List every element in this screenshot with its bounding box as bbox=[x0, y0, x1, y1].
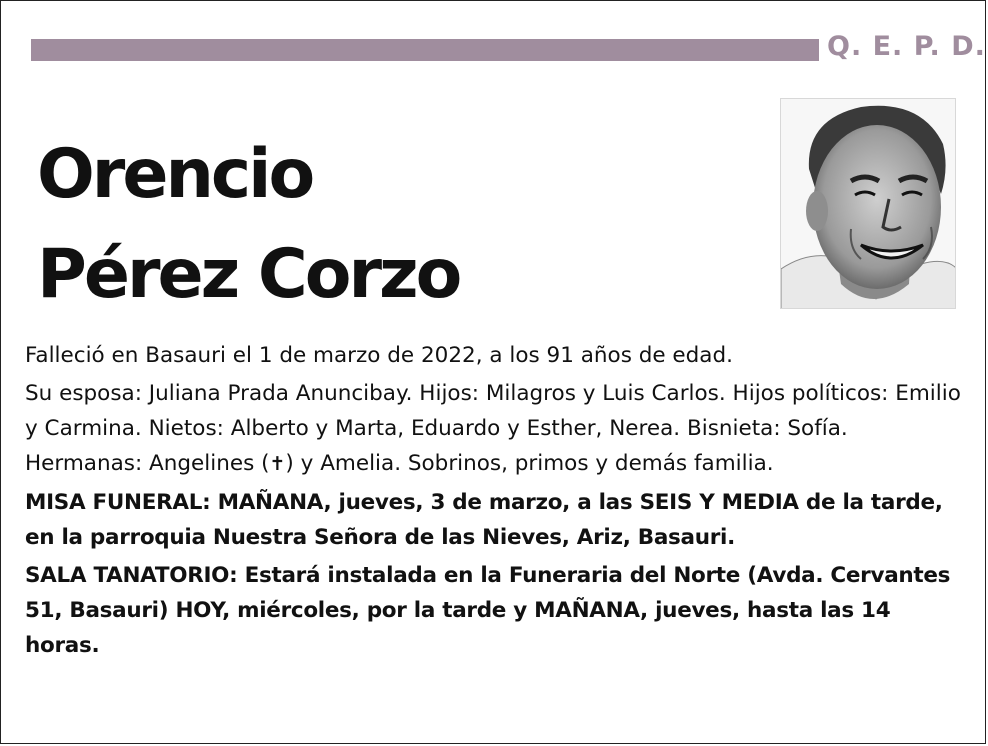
header-bar bbox=[31, 39, 819, 61]
wake-room-info: SALA TANATORIO: Estará instalada en la Funeraria del Norte (Avda. Cervantes 51, Basauri) HOY, miércoles, por la tarde y MAÑANA, jueves, hasta las 14 horas. bbox=[25, 563, 951, 658]
first-name: Orencio bbox=[37, 135, 313, 214]
family-list-part1: Su esposa: Juliana Prada Anuncibay. Hijos: Milagros y Luis Carlos. Hijos políticos: Emilio y Carmina. Nietos: Alberto y Marta, Eduardo y Esther, Nerea. Bisnieta: Sofía. Hermanas: Angelines ( bbox=[25, 381, 961, 476]
surnames: Pérez Corzo bbox=[37, 235, 460, 314]
obituary-text bbox=[25, 338, 965, 666]
family-list bbox=[25, 376, 965, 482]
death-notice: Falleció en Basauri el 1 de marzo de 2022, a los 91 años de edad. bbox=[25, 343, 733, 368]
cross-icon: ✝ bbox=[269, 453, 286, 475]
portrait-photo bbox=[780, 98, 956, 309]
family-list-part2: ) y Amelia. Sobrinos, primos y demás familia. bbox=[285, 451, 774, 476]
portrait-illustration bbox=[781, 99, 956, 309]
qepd-label: Q. E. P. D. bbox=[827, 31, 986, 62]
funeral-mass-info: MISA FUNERAL: MAÑANA, jueves, 3 de marzo, a las SEIS Y MEDIA de la tarde, en la parroquia Nuestra Señora de las Nieves, Ariz, Basauri. bbox=[25, 490, 943, 550]
